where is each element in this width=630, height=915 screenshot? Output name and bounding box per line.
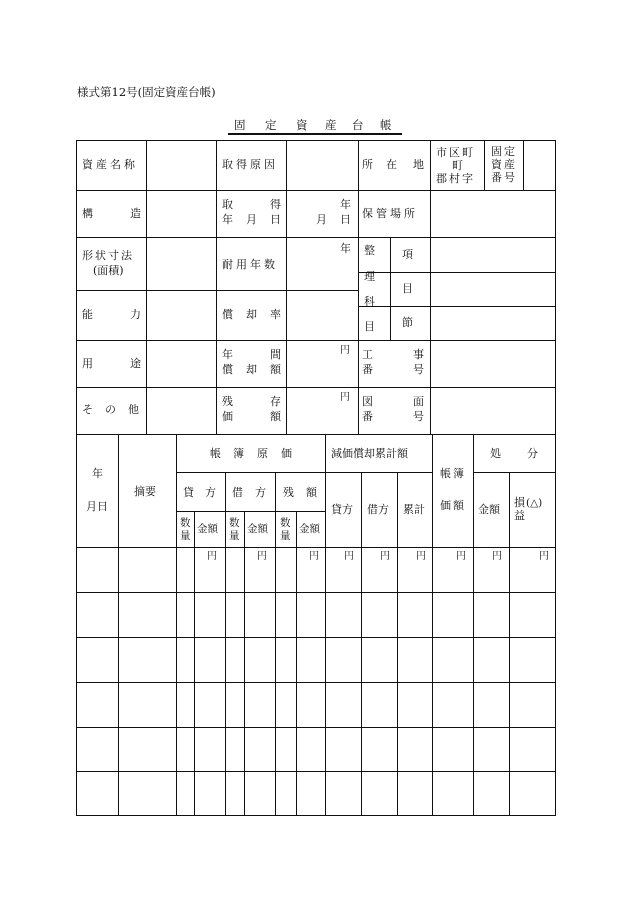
label-other-1: そ xyxy=(82,403,93,416)
label-qty-debit-2: 量 xyxy=(229,530,240,542)
label-item-kou: 項 xyxy=(402,248,413,261)
label-value-1: 価 xyxy=(222,410,233,423)
yen-mark: 円 xyxy=(539,551,549,562)
label-ad-total: 累計 xyxy=(403,503,425,516)
yen-mark: 円 xyxy=(344,551,354,562)
yen-mark: 円 xyxy=(257,551,267,562)
label-amt-credit: 金額 xyxy=(197,523,218,535)
label-structure-1: 構 xyxy=(82,207,93,220)
label-amt-balance: 金額 xyxy=(299,523,320,535)
label-category-2: 理 xyxy=(364,270,375,283)
title-char: 産 xyxy=(325,118,337,132)
label-fixed-asset-no-1: 固定 xyxy=(491,145,517,158)
label-location-1: 所 xyxy=(362,158,373,171)
label-amt-debit: 金額 xyxy=(247,523,268,535)
label-item-moku: 目 xyxy=(402,282,413,295)
label-book-value-2: 価額 xyxy=(440,499,466,512)
label-triangle: (△) xyxy=(526,497,543,509)
label-month: 月 xyxy=(316,213,327,226)
label-municipality-1: 市区町 xyxy=(436,146,475,159)
label-category-3: 科 xyxy=(364,295,375,308)
label-accum-dep: 減価償却累計額 xyxy=(331,447,408,460)
label-annual-2: 間 xyxy=(270,348,281,361)
label-book-original-4: 価 xyxy=(281,447,292,460)
label-disposal-2: 分 xyxy=(527,447,538,460)
label-balance-1: 残 xyxy=(283,486,294,499)
label-residual-1: 残 xyxy=(222,395,233,408)
label-book-original-2: 簿 xyxy=(233,447,244,460)
label-qty-balance-2: 量 xyxy=(280,530,291,542)
yen-mark: 円 xyxy=(416,551,426,562)
label-disp-loss-1: 損 xyxy=(514,496,525,509)
label-item-setsu: 節 xyxy=(402,316,413,329)
title-char: 台 xyxy=(352,118,364,132)
label-dep-amount-2: 却 xyxy=(246,363,257,376)
label-acquisition-cause: 取得原因 xyxy=(222,158,278,171)
yen-mark: 円 xyxy=(309,551,319,562)
label-debit-1: 借 xyxy=(232,486,243,499)
label-ymd-1: 年 xyxy=(222,213,233,226)
label-dep-rate-3: 率 xyxy=(270,308,281,321)
label-qty-credit-1: 数 xyxy=(180,517,191,529)
label-ad-debit: 借方 xyxy=(367,503,389,516)
yen-mark: 円 xyxy=(492,551,502,562)
label-capacity-2: 力 xyxy=(130,308,141,321)
yen-mark: 円 xyxy=(456,551,466,562)
label-storage-place: 保管場所 xyxy=(362,207,418,220)
label-use-2: 途 xyxy=(130,357,141,370)
label-area: (面積) xyxy=(93,264,124,277)
label-fixed-asset-no-2: 資産 xyxy=(491,158,517,171)
label-ymd-2: 月 xyxy=(246,213,257,226)
label-balance-2: 額 xyxy=(306,486,317,499)
label-drawing-1: 図 xyxy=(362,395,373,408)
label-residual-2: 存 xyxy=(270,395,281,408)
label-drawing-2: 面 xyxy=(413,395,424,408)
label-acquired-1: 取 xyxy=(222,198,233,211)
label-asset-name: 資産名称 xyxy=(82,158,138,171)
yen-mark: 円 xyxy=(207,551,217,562)
label-municipality-2: 町 xyxy=(452,159,463,172)
label-disp-amount: 金額 xyxy=(478,503,500,516)
yen-mark: 円 xyxy=(380,551,390,562)
label-construction-4: 号 xyxy=(413,363,424,376)
label-day: 日 xyxy=(340,213,351,226)
label-year: 年 xyxy=(340,198,351,211)
label-ymd-3: 日 xyxy=(270,213,281,226)
label-category-1: 整 xyxy=(364,244,375,257)
label-construction-1: 工 xyxy=(362,348,373,361)
label-life-year: 年 xyxy=(340,242,351,255)
label-fixed-asset-no-3: 番号 xyxy=(491,171,517,184)
label-useful-life: 耐用年数 xyxy=(222,258,278,271)
label-ad-credit: 貸方 xyxy=(331,503,353,516)
label-book-value-1: 帳簿 xyxy=(440,467,466,480)
label-other-2: の xyxy=(105,403,116,416)
label-structure-2: 造 xyxy=(130,207,141,220)
label-location-3: 地 xyxy=(413,158,424,171)
label-category-4: 目 xyxy=(364,320,375,333)
label-yen-residual: 円 xyxy=(340,392,350,403)
label-capacity-1: 能 xyxy=(82,308,93,321)
label-dep-rate-2: 却 xyxy=(246,308,257,321)
title-char: 資 xyxy=(296,118,308,132)
label-summary: 摘要 xyxy=(134,485,156,498)
label-date-monthday: 月日 xyxy=(86,500,108,513)
label-book-original-3: 原 xyxy=(257,447,268,460)
title-char: 固 xyxy=(234,118,246,132)
label-acquired-2: 得 xyxy=(270,198,281,211)
label-shape-size: 形状寸法 xyxy=(82,249,134,262)
label-yen-annual: 円 xyxy=(340,345,350,356)
label-dep-amount-3: 額 xyxy=(270,363,281,376)
label-use-1: 用 xyxy=(82,357,93,370)
label-disposal-1: 処 xyxy=(490,447,501,460)
label-qty-debit-1: 数 xyxy=(229,517,240,529)
label-construction-2: 事 xyxy=(413,348,424,361)
title-char: 定 xyxy=(265,118,277,132)
label-disp-loss-2: 益 xyxy=(514,509,525,522)
label-other-3: 他 xyxy=(128,403,139,416)
label-qty-balance-1: 数 xyxy=(280,517,291,529)
label-credit-2: 方 xyxy=(205,486,216,499)
label-location-2: 在 xyxy=(386,158,397,171)
label-drawing-4: 号 xyxy=(413,410,424,423)
label-drawing-3: 番 xyxy=(362,410,373,423)
label-debit-2: 方 xyxy=(255,486,266,499)
label-book-original-1: 帳 xyxy=(210,447,221,460)
label-qty-credit-2: 量 xyxy=(180,530,191,542)
label-annual-1: 年 xyxy=(222,348,233,361)
form-number: 様式第12号(固定資産台帳) xyxy=(77,85,216,99)
label-dep-rate-1: 償 xyxy=(222,308,233,321)
label-value-2: 額 xyxy=(270,410,281,423)
label-date-year: 年 xyxy=(92,467,103,480)
title-char: 帳 xyxy=(380,118,392,132)
label-dep-amount-1: 償 xyxy=(222,363,233,376)
label-construction-3: 番 xyxy=(362,363,373,376)
label-credit-1: 貸 xyxy=(183,486,194,499)
label-municipality-3: 郡村字 xyxy=(436,172,475,185)
